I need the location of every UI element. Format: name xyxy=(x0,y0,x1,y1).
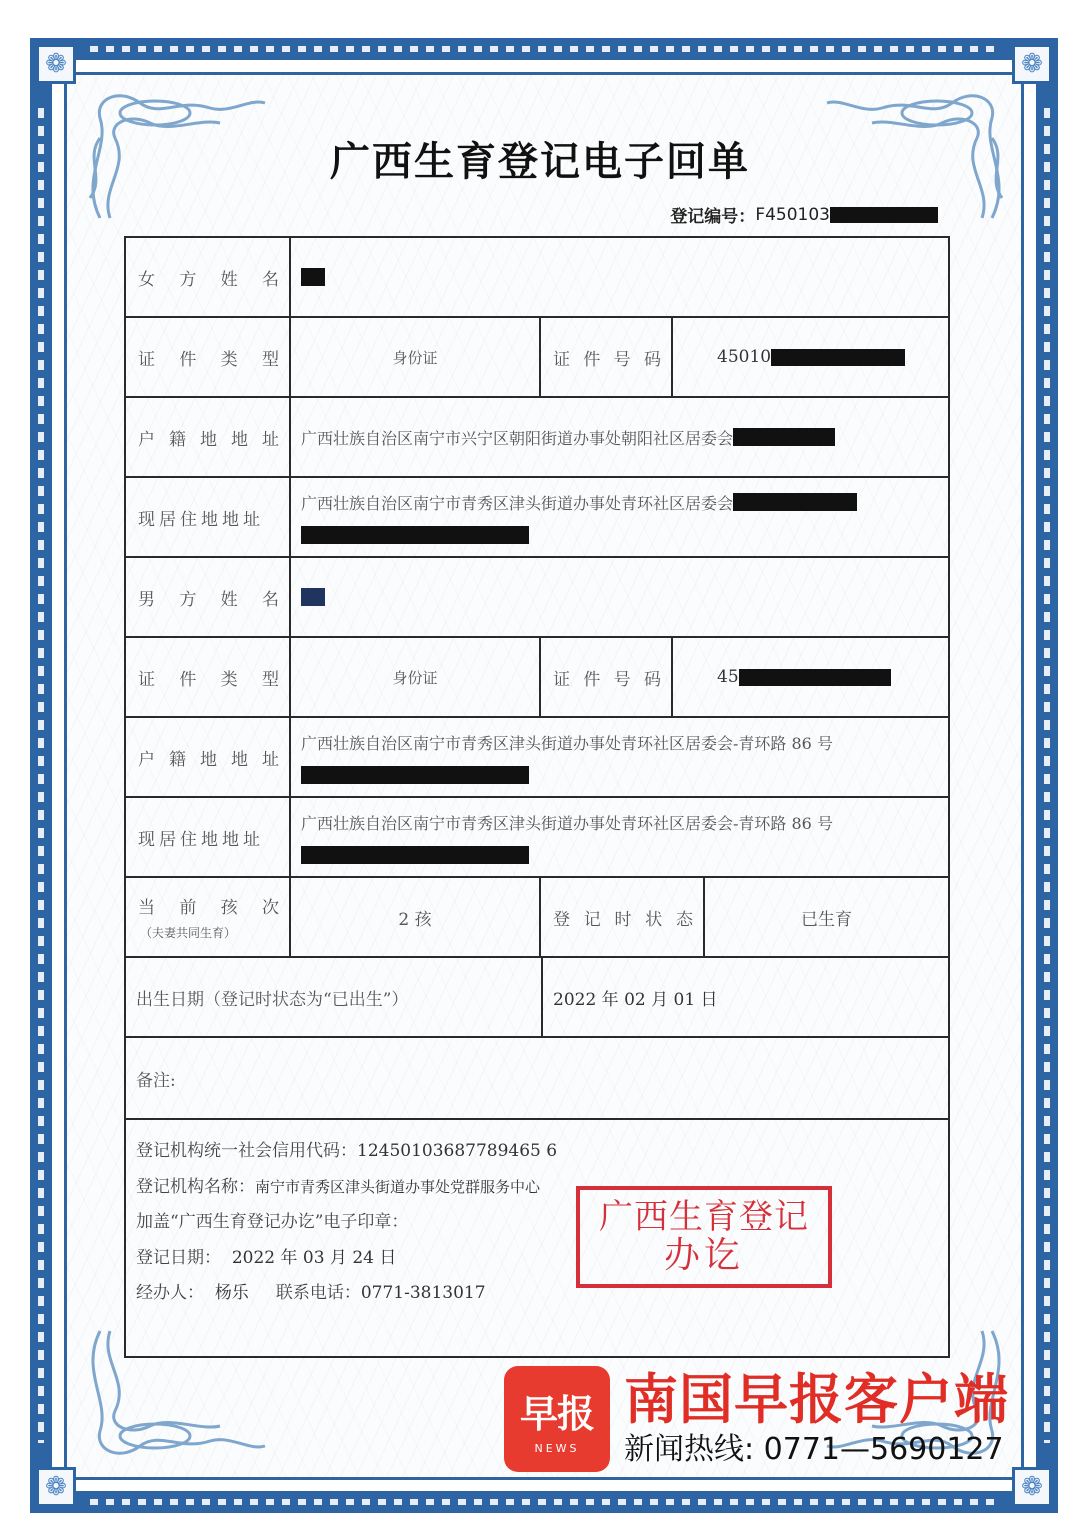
registration-number-value: F450103 xyxy=(755,204,830,225)
handler-line: 经办人： 杨乐 联系电话：0771-3813017 xyxy=(136,1283,486,1303)
male-id-type-value: 身份证 xyxy=(291,638,541,716)
registration-form-table xyxy=(124,236,950,1358)
female-name-value xyxy=(291,238,948,316)
redaction-bar xyxy=(301,846,529,864)
child-order-value: 2 孩 xyxy=(291,878,541,956)
female-residence-label: 现居住地地址 xyxy=(126,478,291,556)
redaction-bar xyxy=(771,349,905,366)
remarks-label: 备注: xyxy=(136,1070,176,1091)
redaction-bar xyxy=(733,493,857,511)
male-hukou-address: 广西壮族自治区南宁市青秀区津头街道办事处青环社区居委会-青环路 86 号 xyxy=(291,718,948,796)
child-order-row xyxy=(126,878,948,958)
corner-flower-icon: ❁ xyxy=(36,1467,76,1507)
remarks-row xyxy=(126,1038,948,1120)
electronic-seal-stamp: 广西生育登记 办讫 xyxy=(576,1186,832,1288)
birth-date-label: 出生日期（登记时状态为“已出生”） xyxy=(126,958,543,1036)
male-name-label: 男 方 姓 名 xyxy=(126,558,291,636)
male-id-number-label: 证 件 号 码 xyxy=(541,638,673,716)
news-logo-icon: 早报 NEWS xyxy=(504,1366,610,1472)
redaction-bar xyxy=(301,526,529,544)
brand-name: 南国早报客户端 xyxy=(624,1368,1009,1431)
male-hukou-label: 户 籍 地 地 址 xyxy=(126,718,291,796)
female-hukou-label: 户 籍 地 地 址 xyxy=(126,398,291,476)
male-residence-label: 现居住地地址 xyxy=(126,798,291,876)
female-id-type-value: 身份证 xyxy=(291,318,541,396)
female-id-number-label: 证 件 号 码 xyxy=(541,318,673,396)
registration-status-value: 已生育 xyxy=(801,909,852,930)
female-id-type-label: 证 件 类 型 xyxy=(126,318,291,396)
child-order-label: 当 前 孩 次 （夫妻共同生育） xyxy=(126,878,291,956)
registration-date-line: 登记日期： 2022 年 03 月 24 日 xyxy=(136,1247,397,1268)
male-residence-row xyxy=(126,798,948,878)
male-name-value xyxy=(291,558,948,636)
redaction-bar xyxy=(830,207,938,223)
female-residence-row xyxy=(126,478,948,558)
redaction-bar xyxy=(733,428,835,446)
female-name-row xyxy=(126,238,948,318)
seal-line: 加盖“广西生育登记办讫”电子印章： xyxy=(136,1212,409,1232)
birth-date-value: 2022 年 02 月 01 日 xyxy=(553,989,718,1010)
redaction-bar xyxy=(301,766,529,784)
corner-flower-icon: ❁ xyxy=(36,44,76,84)
female-hukou-address: 广西壮族自治区南宁市兴宁区朝阳街道办事处朝阳社区居委会 xyxy=(291,398,948,476)
male-name-row xyxy=(126,558,948,638)
redaction-bar xyxy=(739,669,891,686)
corner-flower-icon: ❁ xyxy=(1012,1467,1052,1507)
news-brand-watermark xyxy=(504,1364,1034,1474)
child-order-sublabel: （夫妻共同生育） xyxy=(140,926,237,940)
male-residence-address: 广西壮族自治区南宁市青秀区津头街道办事处青环社区居委会-青环路 86 号 xyxy=(291,798,948,876)
female-hukou-row xyxy=(126,398,948,478)
female-id-row xyxy=(126,318,948,398)
document-title: 广西生育登记电子回单 xyxy=(330,139,750,185)
birth-date-row xyxy=(126,958,948,1038)
female-id-number-value: 45010 xyxy=(673,318,948,396)
male-id-row xyxy=(126,638,948,718)
registrar-info-block xyxy=(126,1120,948,1356)
news-hotline: 新闻热线: 0771—5690127 xyxy=(624,1432,1004,1467)
registration-number xyxy=(670,202,938,227)
registration-number-label: 登记编号： xyxy=(670,207,756,227)
male-id-number-value: 45 xyxy=(673,638,948,716)
male-hukou-row xyxy=(126,718,948,798)
female-name-label: 女 方 姓 名 xyxy=(126,238,291,316)
redaction-bar xyxy=(301,268,325,286)
credit-code-line: 登记机构统一社会信用代码：12450103687789465 6 xyxy=(136,1141,558,1161)
female-residence-address: 广西壮族自治区南宁市青秀区津头街道办事处青环社区居委会 xyxy=(291,478,948,556)
male-id-type-label: 证 件 类 型 xyxy=(126,638,291,716)
org-name-line: 登记机构名称：南宁市青秀区津头街道办事处党群服务中心 xyxy=(136,1176,541,1197)
corner-flower-icon: ❁ xyxy=(1012,44,1052,84)
redaction-bar xyxy=(301,588,325,606)
registration-status-label: 登 记 时 状 态 xyxy=(541,878,705,956)
